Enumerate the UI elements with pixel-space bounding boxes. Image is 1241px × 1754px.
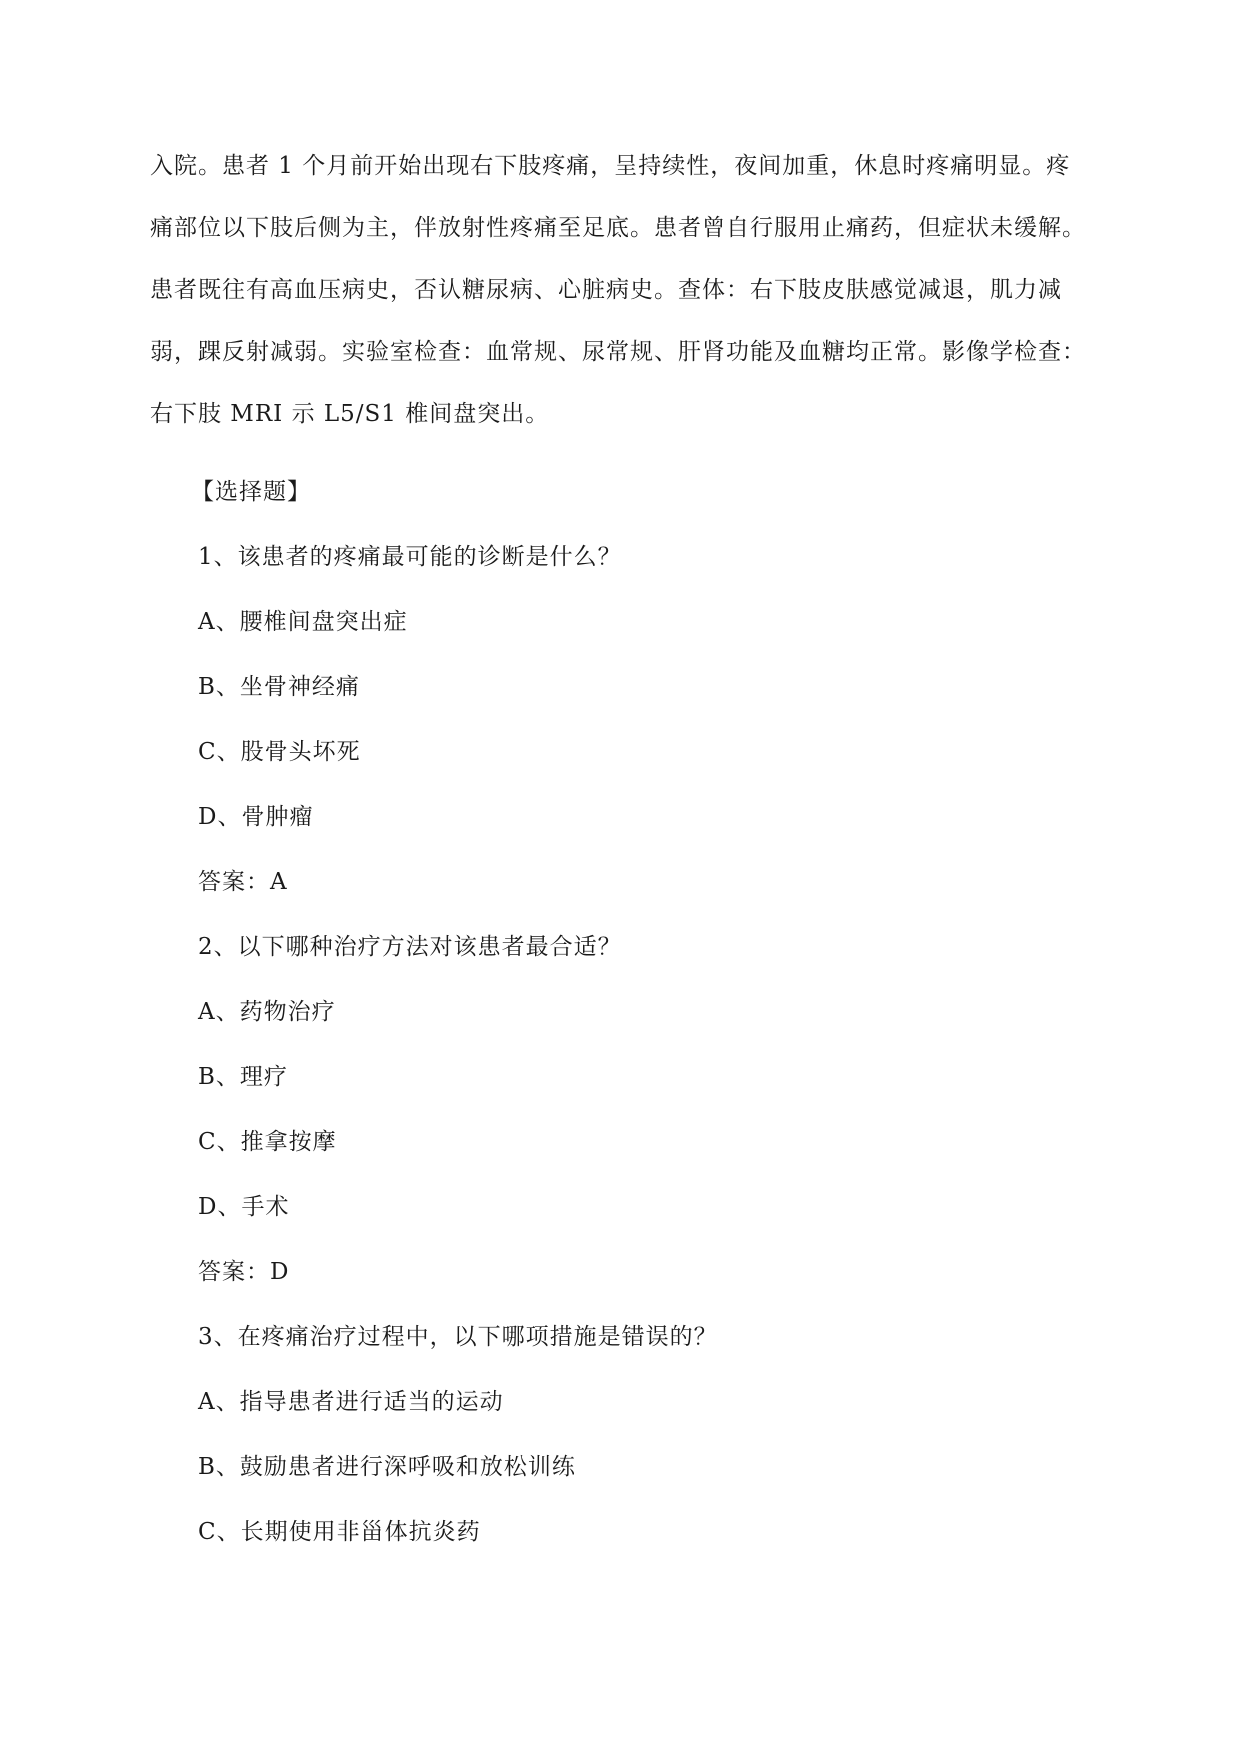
case-text-line: 入院。患者 1 个月前开始出现右下肢疼痛，呈持续性，夜间加重，休息时疼痛明显。疼 <box>150 153 1071 179</box>
question-2-option-b: B、理疗 <box>198 1064 288 1090</box>
question-2-option-d: D、手术 <box>198 1194 290 1220</box>
question-1-answer: 答案：A <box>198 869 288 895</box>
question-1-option-b: B、坐骨神经痛 <box>198 674 360 700</box>
case-text-line: 右下肢 MRI 示 L5/S1 椎间盘突出。 <box>150 401 550 427</box>
case-text-line: 患者既往有高血压病史，否认糖尿病、心脏病史。查体：右下肢皮肤感觉减退，肌力减 <box>150 277 1062 303</box>
question-1-option-d: D、骨肿瘤 <box>198 804 314 830</box>
question-section <box>191 472 1098 1577</box>
question-2-answer: 答案：D <box>198 1259 290 1285</box>
question-2-option-a: A、药物治疗 <box>198 999 336 1025</box>
case-description <box>150 145 1100 455</box>
section-heading: 【选择题】 <box>191 479 311 505</box>
question-1-option-c: C、股骨头坏死 <box>198 739 361 765</box>
case-text-line: 痛部位以下肢后侧为主，伴放射性疼痛至足底。患者曾自行服用止痛药，但症状未缓解。 <box>150 215 1086 241</box>
case-text-line: 弱，踝反射减弱。实验室检查：血常规、尿常规、肝肾功能及血糖均正常。影像学检查： <box>150 339 1086 365</box>
question-1-text: 1、该患者的疼痛最可能的诊断是什么？ <box>198 544 622 570</box>
question-3-option-b: B、鼓励患者进行深呼吸和放松训练 <box>198 1454 576 1480</box>
question-2-option-c: C、推拿按摩 <box>198 1129 337 1155</box>
question-3-option-c: C、长期使用非甾体抗炎药 <box>198 1519 481 1545</box>
question-3-text: 3、在疼痛治疗过程中，以下哪项措施是错误的？ <box>198 1324 718 1350</box>
question-1-option-a: A、腰椎间盘突出症 <box>198 609 408 635</box>
question-3-option-a: A、指导患者进行适当的运动 <box>198 1389 504 1415</box>
question-2-text: 2、以下哪种治疗方法对该患者最合适？ <box>198 934 622 960</box>
